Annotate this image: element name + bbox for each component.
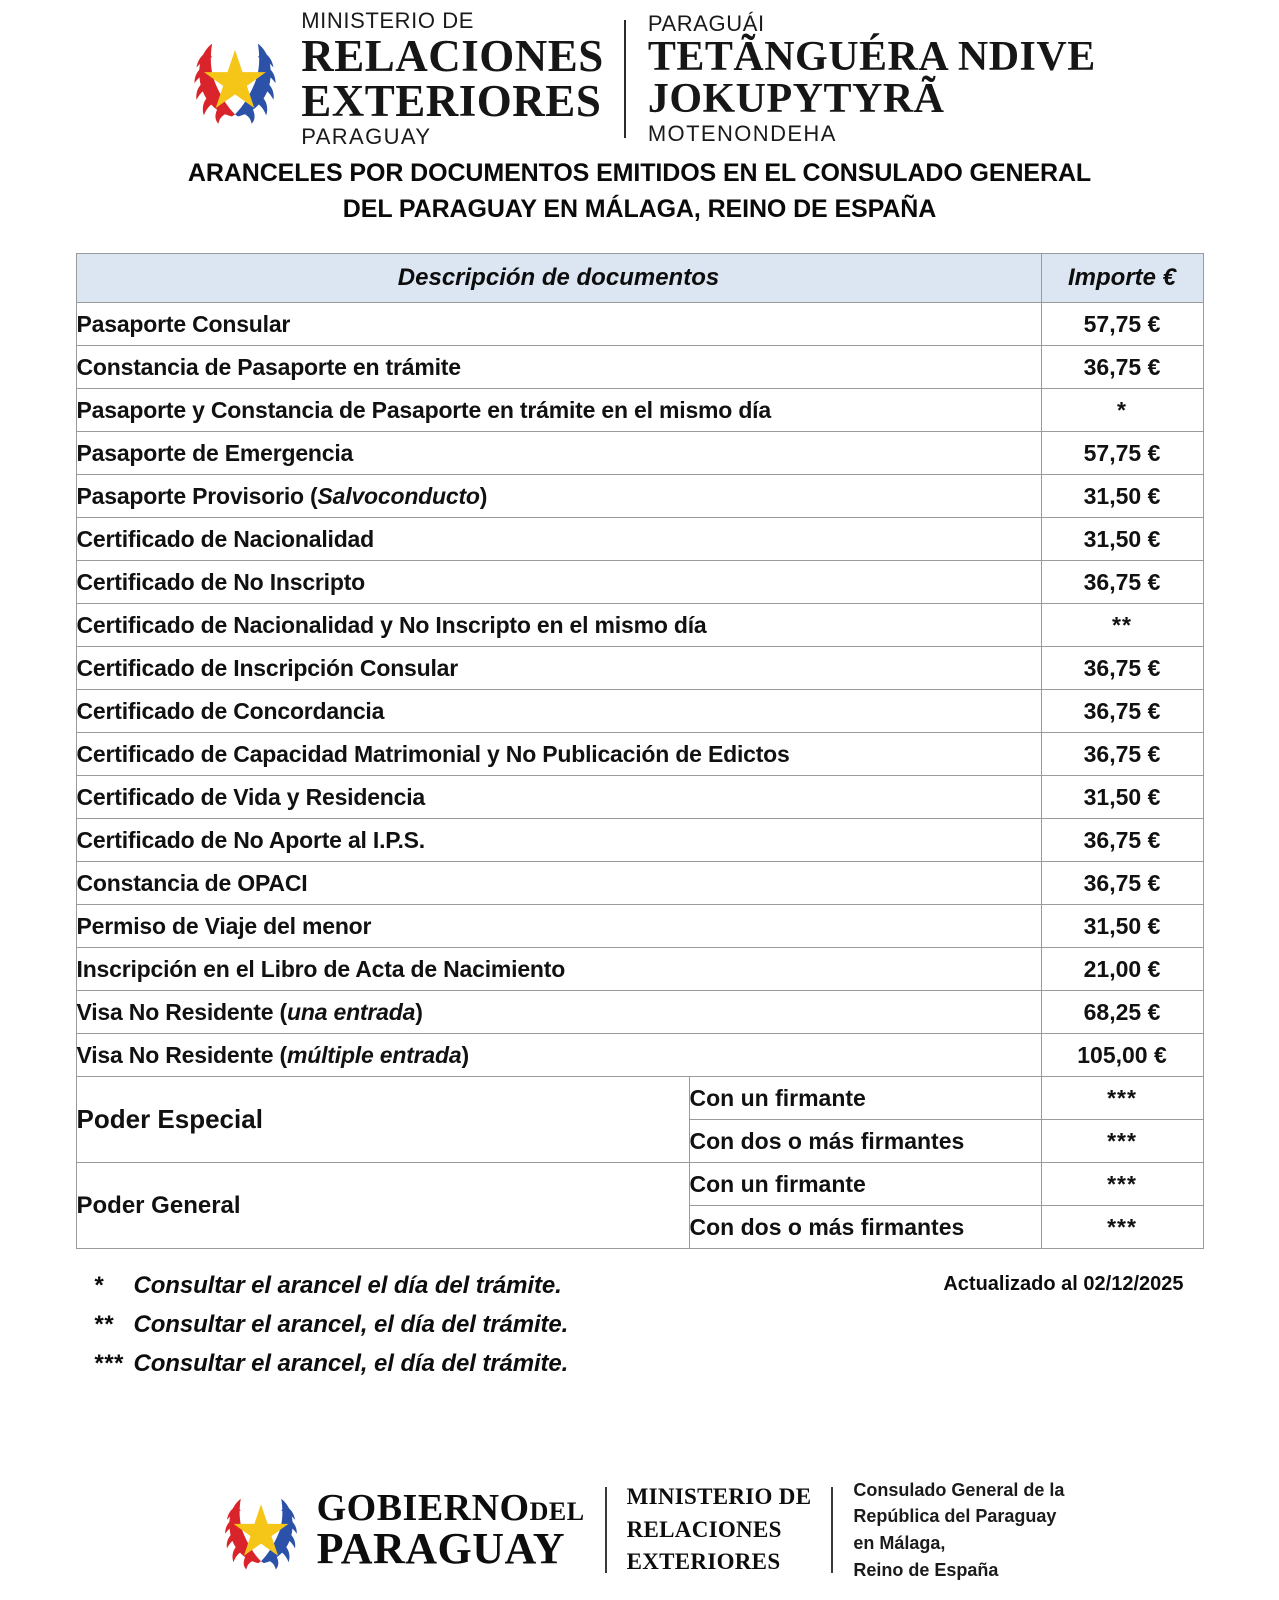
fee-amount: *** <box>1041 1077 1203 1120</box>
fee-description: Certificado de Nacionalidad y No Inscripto en el mismo día <box>76 604 1041 647</box>
fee-description: Certificado de No Aporte al I.P.S. <box>76 819 1041 862</box>
footer-ministry-line-3: EXTERIORES <box>626 1549 781 1575</box>
paraguay-coat-of-arms-icon <box>215 1484 307 1576</box>
fee-description: Pasaporte y Constancia de Pasaporte en trámite en el mismo día <box>76 389 1041 432</box>
ministry-country: PARAGUAY <box>301 123 432 149</box>
footnote-marker: *** <box>93 1349 124 1377</box>
fee-description-emphasis: múltiple entrada <box>287 1041 462 1068</box>
fee-amount: *** <box>1041 1163 1203 1206</box>
fees-table <box>76 253 1204 1249</box>
table-row <box>76 1034 1203 1077</box>
fee-amount: *** <box>1041 1206 1203 1249</box>
fee-amount: 31,50 € <box>1041 518 1203 561</box>
table-row <box>76 518 1203 561</box>
ministry-line-1-guarani: TETÃNGUÉRA NDIVE <box>647 34 1096 81</box>
fee-amount: *** <box>1041 1120 1203 1163</box>
fee-amount: 36,75 € <box>1041 561 1203 604</box>
masthead <box>0 0 1279 149</box>
footer-ministry-line-2: RELACIONES <box>626 1516 782 1542</box>
fee-amount: 36,75 € <box>1041 690 1203 733</box>
masthead-divider <box>624 20 626 138</box>
fee-amount: 36,75 € <box>1041 346 1203 389</box>
fee-description: Visa No Residente (múltiple entrada) <box>76 1034 1041 1077</box>
ministry-kicker-guarani: PARAGUÁI <box>647 11 765 37</box>
footnote-marker: ** <box>93 1310 114 1338</box>
fee-description: Certificado de Capacidad Matrimonial y No Publicación de Edictos <box>76 733 1041 776</box>
table-row <box>76 862 1203 905</box>
table-row <box>76 475 1203 518</box>
table-row <box>76 346 1203 389</box>
poder-signatory-option: Con un firmante <box>689 1163 1041 1206</box>
footnote-row <box>76 1345 1204 1384</box>
fee-description-emphasis: una entrada <box>287 998 416 1025</box>
table-row <box>76 905 1203 948</box>
fee-amount: 68,25 € <box>1041 991 1203 1034</box>
fee-amount: 105,00 € <box>1041 1034 1203 1077</box>
fee-amount: 36,75 € <box>1041 819 1203 862</box>
footer-ministry-block <box>627 1481 812 1579</box>
table-row <box>76 1077 1203 1120</box>
page-title-line-2: DEL PARAGUAY EN MÁLAGA, REINO DE ESPAÑA <box>342 194 937 223</box>
footnote-row <box>76 1306 1204 1345</box>
fee-amount: ** <box>1041 604 1203 647</box>
poder-group-name: Poder General <box>76 1163 689 1249</box>
fee-description-emphasis: Salvoconducto <box>317 482 480 509</box>
updated-date: Actualizado al 02/12/2025 <box>943 1273 1184 1295</box>
footer-ministry-line-1: MINISTERIO DE <box>626 1484 812 1510</box>
column-header-amount: Importe € <box>1041 254 1203 303</box>
ministry-country-guarani: MOTENONDEHA <box>647 120 837 146</box>
gobierno-line-1 <box>316 1486 585 1529</box>
table-row <box>76 561 1203 604</box>
poder-signatory-option: Con dos o más firmantes <box>689 1120 1041 1163</box>
footer-consulate-line-2: República del Paraguay <box>853 1506 1057 1527</box>
fee-description: Permiso de Viaje del menor <box>76 905 1041 948</box>
column-header-description: Descripción de documentos <box>76 254 1041 303</box>
table-row <box>76 690 1203 733</box>
footer-consulate-block <box>853 1477 1064 1584</box>
paraguay-coat-of-arms-icon <box>183 27 287 131</box>
fee-description: Certificado de Inscripción Consular <box>76 647 1041 690</box>
ministry-kicker: MINISTERIO DE <box>301 8 475 34</box>
fee-amount: 36,75 € <box>1041 733 1203 776</box>
page-title-line-1: ARANCELES POR DOCUMENTOS EMITIDOS EN EL CONSULADO GENERAL <box>187 159 1092 187</box>
fee-amount: 36,75 € <box>1041 862 1203 905</box>
footer-consulate-line-1: Consulado General de la <box>853 1479 1065 1500</box>
table-row <box>76 1163 1203 1206</box>
footer-divider-2 <box>831 1487 833 1573</box>
fee-description: Certificado de Concordancia <box>76 690 1041 733</box>
footer-consulate-line-4: Reino de España <box>853 1559 999 1580</box>
ministry-line-1: RELACIONES <box>301 31 604 82</box>
footnote-text: Consultar el arancel, el día del trámite. <box>133 1349 569 1377</box>
fee-description: Certificado de No Inscripto <box>76 561 1041 604</box>
gobierno-word: GOBIERNO <box>316 1486 530 1529</box>
table-header-row <box>76 254 1203 303</box>
fee-amount: 57,75 € <box>1041 432 1203 475</box>
fee-description: Certificado de Nacionalidad <box>76 518 1041 561</box>
footnote-marker: * <box>93 1272 104 1299</box>
table-row <box>76 432 1203 475</box>
fee-description: Inscripción en el Libro de Acta de Nacimiento <box>76 948 1041 991</box>
ministry-line-2: EXTERIORES <box>301 75 602 126</box>
page-title <box>110 156 1170 227</box>
gobierno-line-2: PARAGUAY <box>316 1524 566 1574</box>
table-row <box>76 647 1203 690</box>
fee-amount: 31,50 € <box>1041 905 1203 948</box>
fee-description: Constancia de OPACI <box>76 862 1041 905</box>
footer-divider-1 <box>605 1487 607 1573</box>
fees-table-container <box>76 253 1204 1249</box>
page-footer <box>0 1470 1279 1590</box>
footer-consulate-line-3: en Málaga, <box>853 1533 946 1553</box>
table-row <box>76 819 1203 862</box>
fee-amount: 36,75 € <box>1041 647 1203 690</box>
fee-description: Visa No Residente (una entrada) <box>76 991 1041 1034</box>
footnotes <box>76 1267 1204 1395</box>
poder-group-name: Poder Especial <box>76 1077 689 1163</box>
fee-description: Certificado de Vida y Residencia <box>76 776 1041 819</box>
gobierno-del-word: DEL <box>529 1496 585 1526</box>
table-row <box>76 991 1203 1034</box>
table-row <box>76 733 1203 776</box>
poder-signatory-option: Con dos o más firmantes <box>689 1206 1041 1249</box>
ministry-line-2-guarani: JOKUPYTYRÃ <box>647 75 945 122</box>
masthead-right-text <box>648 13 1096 144</box>
fee-amount: 31,50 € <box>1041 475 1203 518</box>
fee-description: Pasaporte Provisorio (Salvoconducto) <box>76 475 1041 518</box>
footnote-text: Consultar el arancel el día del trámite. <box>133 1272 562 1299</box>
poder-signatory-option: Con un firmante <box>689 1077 1041 1120</box>
footnote-text: Consultar el arancel, el día del trámite. <box>133 1310 569 1338</box>
fee-description: Constancia de Pasaporte en trámite <box>76 346 1041 389</box>
table-row <box>76 776 1203 819</box>
fee-amount: 31,50 € <box>1041 776 1203 819</box>
fee-amount: 21,00 € <box>1041 948 1203 991</box>
table-row <box>76 948 1203 991</box>
fee-description: Pasaporte Consular <box>76 303 1041 346</box>
table-row <box>76 604 1203 647</box>
fee-amount: * <box>1041 389 1203 432</box>
table-row <box>76 303 1203 346</box>
table-row <box>76 389 1203 432</box>
gobierno-logotype <box>316 1486 585 1574</box>
fee-amount: 57,75 € <box>1041 303 1203 346</box>
fee-description: Pasaporte de Emergencia <box>76 432 1041 475</box>
masthead-left-text <box>301 10 604 147</box>
